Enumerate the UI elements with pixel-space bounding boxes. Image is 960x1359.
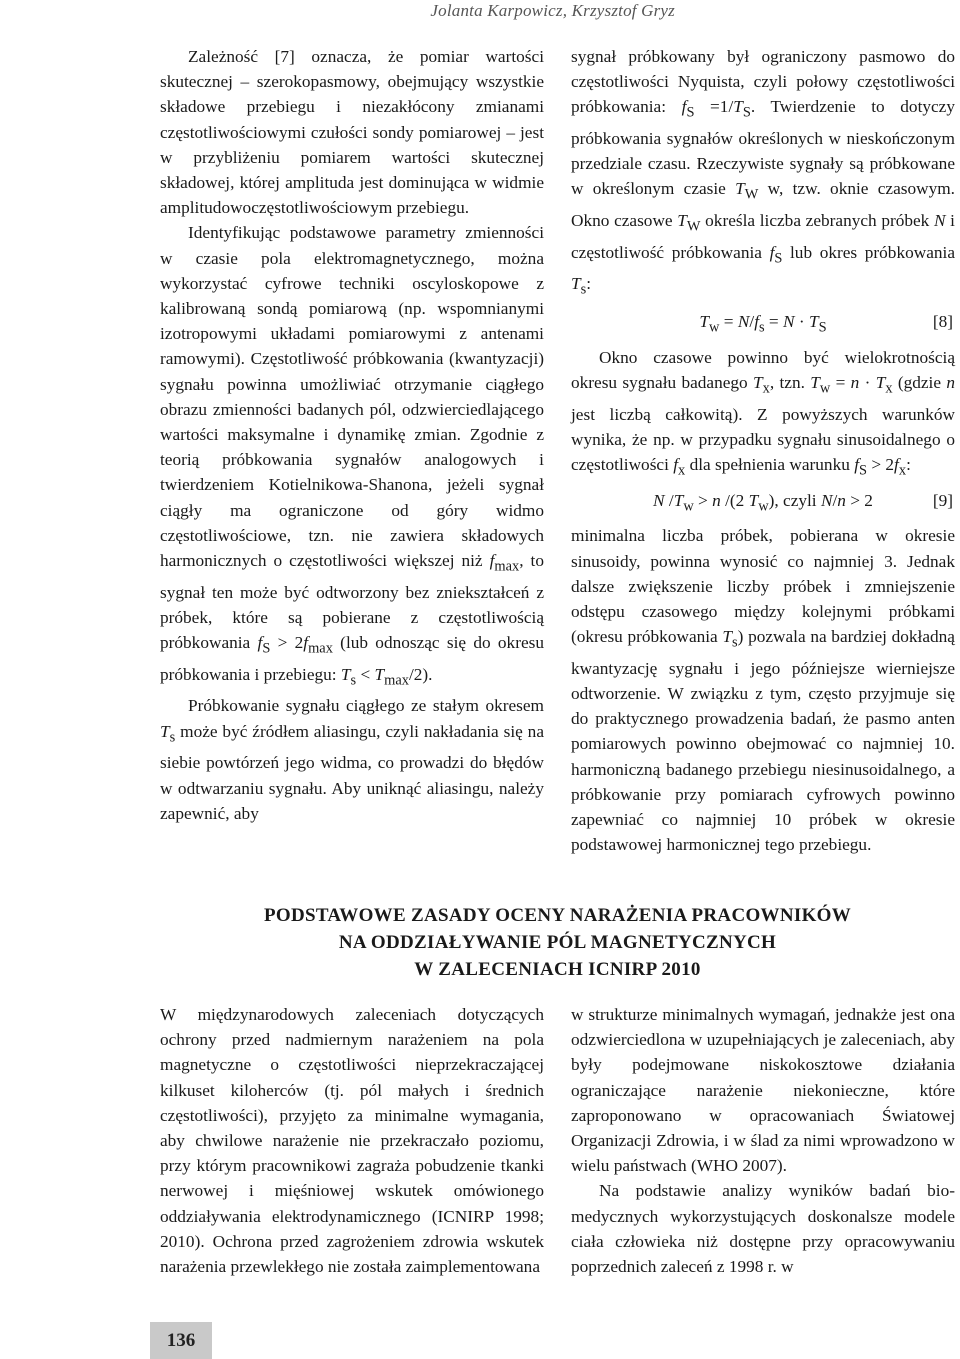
column-top-right	[571, 44, 955, 857]
text-run: . Twierdzenie to dotyczy próbkowania sygnałów określonych w nieskończonym przedziale czasu. Rzeczywiste sygnały są próbkowane w określonym czasie	[571, 97, 955, 199]
text-run: Próbkowanie sygnału ciągłego ze stałym okresem	[188, 696, 544, 716]
symbol: T	[571, 274, 581, 294]
equation-number: [9]	[932, 490, 953, 510]
text-run: lub okres próbkowania	[782, 242, 955, 262]
symbol: f	[681, 97, 687, 117]
symbol: T	[160, 721, 170, 741]
text-run: , tzn.	[769, 372, 811, 392]
text-run: /(2	[720, 490, 749, 510]
column-bottom-left	[160, 1002, 544, 1279]
text-run: określa liczba zebranych próbek	[700, 211, 934, 231]
symbol: n	[837, 490, 846, 510]
text-run: jest liczbą całkowitą). Z powyższych warunków wynika, że np. w przypadku sygnału sinusoidalnego o częstotliwości	[571, 404, 955, 475]
subscript: x	[898, 462, 907, 479]
column-bottom-right	[571, 1002, 955, 1279]
symbol: T	[748, 490, 759, 510]
subscript: s	[169, 729, 176, 746]
symbol: f	[257, 633, 263, 653]
subscript: s	[732, 634, 738, 651]
equation-number: [8]	[932, 312, 953, 332]
symbol: f	[854, 455, 859, 475]
paragraph	[571, 44, 955, 303]
symbol: T	[340, 664, 351, 684]
text-run: <	[356, 664, 375, 684]
subscript: S	[859, 462, 868, 479]
text-run: , to sygnał ten może być odtworzony bez zniekształceń z próbek, które są pobierane z częstotliwością próbkowania	[160, 551, 544, 653]
symbol: f	[489, 551, 495, 571]
equation-body	[653, 488, 873, 520]
text-run: :	[586, 274, 592, 294]
symbol: N	[820, 490, 833, 510]
text-run: > 2	[867, 455, 895, 475]
symbol: T	[673, 490, 684, 510]
text-run: ), czyli	[768, 490, 821, 510]
text-run: > 2	[270, 633, 304, 653]
symbol: T	[374, 664, 385, 684]
text-run: :	[906, 455, 911, 475]
paragraph	[160, 220, 544, 693]
text-run: dla spełnienia warunku	[685, 455, 855, 475]
symbol: f	[754, 312, 759, 332]
subscript: S	[742, 104, 751, 121]
paragraph	[571, 345, 955, 484]
symbol: T	[875, 372, 886, 392]
paragraph: W międzynarodowych zaleceniach dotyczących ochrony przed nadmiernym narażeniem na pola magnetyczne o częstotliwości nieprzekraczającej kilkuset kiloherców (tj. pól małych i średnich częstotliwości), przyjęto za minimalne wymagania, aby chwilowe narażenie nie przekraczało poziomu, przy którym pracownikowi zagraża pobudzenie tkanki nerwowej i mięśniowej wskutek omówionego oddziaływania elektrodynamicznego (ICNIRP 1998; 2010). Ochrona przed zagrożeniem zdrowia wskutek narażenia przewlekłego nie została zaimplementowana	[160, 1005, 544, 1277]
equation-8	[571, 309, 955, 341]
symbol: T	[810, 372, 820, 392]
symbol: n	[946, 372, 955, 392]
text-run: Identyfikując podstawowe parametry zmienności w czasie pola elektromagnetycznego, można wykorzystać cyfrowe techniki oscyloskopowe z kalibrowaną sondą pomiarową (np. wspomnianymi izotropowymi układami pomiarowymi z antenami ramowymi). Częstotliwość próbkowania (kwantyzacji) sygnału powinna umożliwiać otrzymanie ciągłego obrazu zmienności badanych pól, odzwierciedlającego wartości maksymalne i dynamikę zmian. Zgodnie z teorią próbkowania sygnałów analogowych i twierdzeniem Kotielnikowa-Shanona, jeżeli sygnał ciągły ma ograniczone od góry widmo częstotliwościowe, tzn. nie zawiera składowych harmonicznych o częstotliwości większej niż	[160, 223, 544, 571]
subscript: max	[308, 640, 333, 657]
text-run: ·	[794, 312, 809, 332]
subscript: w	[758, 498, 769, 515]
subscript: W	[744, 186, 759, 203]
equation-9	[571, 488, 955, 520]
subscript: s	[350, 672, 357, 689]
section-heading	[160, 902, 955, 983]
text-run: (gdzie	[892, 372, 947, 392]
symbol: T	[677, 211, 687, 231]
symbol: T	[808, 312, 819, 332]
subscript: W	[686, 218, 701, 235]
subscript: x	[762, 380, 770, 397]
paragraph: Na podstawie analizy wyników badań biomedycznych wykorzystujących doskonalsze modele ciała człowieka niż dostępne przy opracowywaniu poprzednich zaleceń z 1998 r. w	[571, 1181, 955, 1277]
symbol: f	[769, 242, 775, 262]
text-run: >	[693, 490, 713, 510]
text-run: =	[719, 312, 738, 332]
page-number: 136	[150, 1322, 212, 1359]
symbol: f	[303, 633, 309, 653]
heading-line: PODSTAWOWE ZASADY OCENY NARAŻENIA PRACOWNIKÓW	[263, 905, 852, 926]
subscript: x	[885, 380, 893, 397]
subscript: w	[709, 319, 720, 336]
symbol: N	[783, 312, 795, 332]
heading-line: W ZALECENIACH ICNIRP 2010	[414, 959, 701, 980]
column-top-left	[160, 44, 544, 826]
heading-line: NA ODDZIAŁYWANIE PÓL MAGNETYCZNYCH	[338, 932, 777, 953]
subscript: s	[759, 319, 765, 336]
symbol: f	[894, 455, 899, 475]
subscript: S	[686, 104, 695, 121]
subscript: w	[683, 498, 694, 515]
text-run: =1/	[694, 97, 734, 117]
text-run: sygnał próbkowany był ograniczony pasmowo do częstotliwości Nyquista, czyli połowy częstotliwości próbkowania:	[571, 47, 955, 117]
text-run: /	[664, 490, 674, 510]
text-run: =	[830, 372, 851, 392]
paragraph	[571, 523, 955, 857]
subscript: max	[494, 558, 520, 575]
symbol: N	[653, 490, 665, 510]
symbol: T	[733, 97, 743, 117]
text-run: =	[764, 312, 783, 332]
text-run: > 2	[845, 490, 873, 510]
running-header: Jolanta Karpowicz, Krzysztof Gryz	[430, 1, 675, 20]
subscript: s	[580, 281, 587, 298]
subscript: w	[819, 380, 831, 397]
equation-body	[699, 309, 826, 341]
subscript: x	[678, 462, 686, 479]
symbol: T	[722, 627, 733, 647]
symbol: T	[753, 372, 763, 392]
symbol: n	[712, 490, 721, 510]
text-run: ) pozwala na bardziej dokładną kwantyzację sygnału i jego późniejsze wierniejsze odtworzenie. W związku z tym, często przyjmuje się do praktycznego prowadzenia badań, że pasmo anten pomiarowych powinno obejmować co najmniej 10. harmoniczną badanego przebiegu niesinusoidalnego, a próbkowanie przy pomiarach cyfrowych powinno zapewniać co najmniej 10 próbek w okresie podstawowej harmonicznej tego przebiegu.	[571, 627, 955, 855]
subscript: max	[384, 672, 409, 689]
text-run: /2).	[408, 664, 433, 684]
text-run: /	[749, 312, 755, 332]
symbol: T	[735, 179, 745, 199]
text-run: w, tzw. oknie czasowym. Okno czasowe	[571, 179, 955, 231]
paragraph: w strukturze minimalnych wymagań, jednakże jest ona odzwierciedlona w uzupełniających je zaleceniach, aby były podejmowane niskokosztowe działania ograniczające narażenie niekonieczne, które zaproponowano w opracowaniach Światowej Organizacji Zdrowia, i w ślad za nimi wprowadzono w wielu państwach (WHO 2007).	[571, 1005, 955, 1176]
symbol: n	[850, 372, 860, 392]
symbol: N	[737, 312, 750, 332]
symbol: T	[699, 312, 710, 332]
subscript: S	[262, 640, 271, 657]
text-run: Okno czasowe powinno być wielokrotnością okresu sygnału badanego	[571, 347, 955, 392]
text-run: może być źródłem aliasingu, czyli nakładania się na siebie powtórzeń jego widma, co prowadzi do błędów w odtwarzaniu sygnału. Aby uniknąć aliasingu, należy zapewnić, aby	[160, 721, 544, 823]
text-run: i częstotliwość próbkowania	[571, 211, 955, 262]
symbol: N	[933, 211, 946, 231]
symbol: f	[673, 455, 679, 475]
paragraph: Zależność [7] oznacza, że pomiar wartości skutecznej – szerokopasmowy, obejmujący wszystkie składowe przebiegu i niezakłócony zmianami częstotliwościowymi czułości sondy pomiarowej – jest w przybliżeniu pomiarem wartości skutecznej składowej, której amplituda jest dominująca w widmie amplitudowoczęstotliwościowym przebiegu.	[160, 47, 544, 218]
text-run: (lub odnosząc się do okresu próbkowania i przebiegu:	[160, 633, 544, 684]
text-run: /	[832, 490, 838, 510]
subscript: S	[774, 250, 783, 267]
paragraph	[160, 693, 544, 825]
text-run: ·	[859, 372, 876, 392]
text-run: minimalna liczba próbek, pobierana w okresie sinusoidy, powinna wynosić co najmniej 3. Jednak dalsze zwiększenie liczby próbek i zmniejszenie odstępu czasowego między kolejnymi próbkami (okresu próbkowania	[571, 526, 955, 647]
subscript: S	[818, 319, 827, 336]
